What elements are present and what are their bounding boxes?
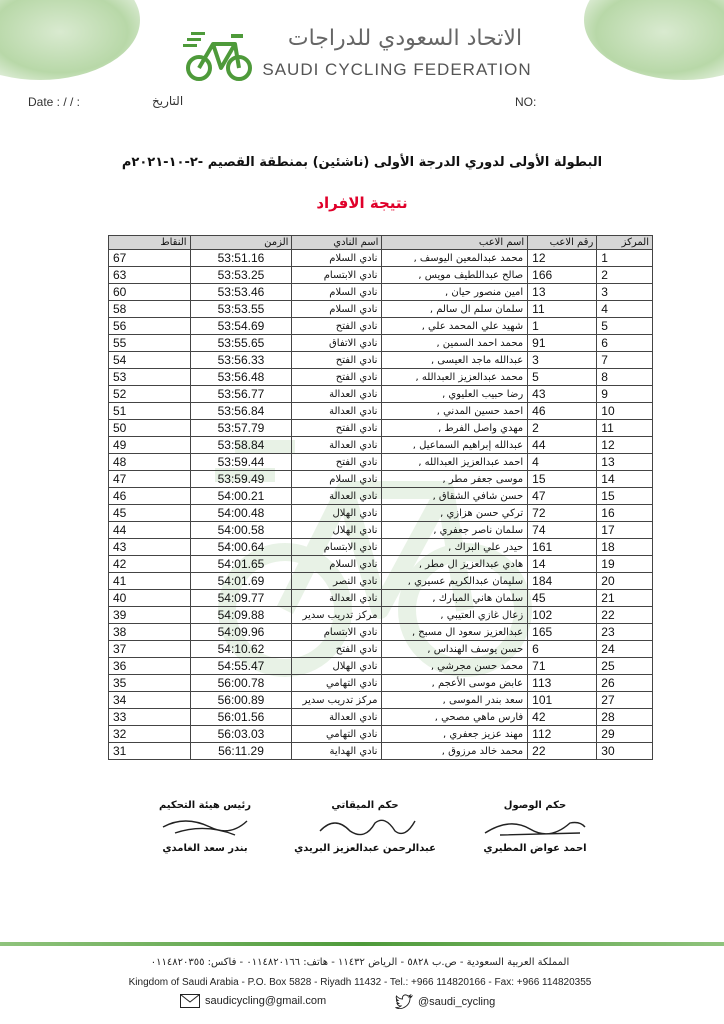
cell-name: شهيد علي المحمد علي ,	[382, 318, 528, 335]
email-text[interactable]: saudicycling@gmail.com	[205, 995, 327, 1007]
footer-address-english: Kingdom of Saudi Arabia - P.O. Box 5828 - Riyadh 11432 - Tel.: +966 114820166 - Fax: +966 114820355	[128, 977, 592, 988]
cell-points: 37	[109, 641, 191, 658]
cell-name: عبدالعزيز سعود ال مسبح ,	[382, 624, 528, 641]
cell-rank: 25	[597, 658, 653, 675]
cell-club: نادي الابتسام	[292, 624, 382, 641]
table-row	[109, 454, 653, 471]
cell-club: نادي التهامي	[292, 726, 382, 743]
cell-name: سليمان عبدالكريم عسيري ,	[382, 573, 528, 590]
cell-number: 47	[528, 488, 597, 505]
table-row	[109, 539, 653, 556]
cell-time: 56:00.89	[190, 692, 292, 709]
cell-name: مهدي واصل الفرط ,	[382, 420, 528, 437]
cell-name: حيدر علي البراك ,	[382, 539, 528, 556]
cell-rank: 7	[597, 352, 653, 369]
cell-name: محمد خالد مرزوق ,	[382, 743, 528, 760]
cell-name: عابض موسى الأعجم ,	[382, 675, 528, 692]
cell-club: نادي السلام	[292, 301, 382, 318]
cell-number: 184	[528, 573, 597, 590]
cell-time: 54:01.65	[190, 556, 292, 573]
cell-rank: 12	[597, 437, 653, 454]
cell-rank: 27	[597, 692, 653, 709]
table-row	[109, 284, 653, 301]
table-row	[109, 709, 653, 726]
cell-club: نادي العدالة	[292, 437, 382, 454]
cell-rank: 23	[597, 624, 653, 641]
cell-number: 1	[528, 318, 597, 335]
cell-rank: 11	[597, 420, 653, 437]
cell-name: فارس ماهي مصحي ,	[382, 709, 528, 726]
cell-time: 54:01.69	[190, 573, 292, 590]
cell-name: محمد احمد السمين ,	[382, 335, 528, 352]
cell-name: سلمان هاني المبارك ,	[382, 590, 528, 607]
cell-number: 11	[528, 301, 597, 318]
cell-rank: 4	[597, 301, 653, 318]
cell-time: 54:09.88	[190, 607, 292, 624]
table-row	[109, 369, 653, 386]
cell-rank: 3	[597, 284, 653, 301]
cell-time: 53:51.16	[190, 250, 292, 267]
cell-club: نادي العدالة	[292, 590, 382, 607]
cell-club: نادي الهلال	[292, 658, 382, 675]
cell-number: 15	[528, 471, 597, 488]
cell-points: 36	[109, 658, 191, 675]
cell-points: 53	[109, 369, 191, 386]
cell-rank: 28	[597, 709, 653, 726]
table-row	[109, 726, 653, 743]
twitter-bird-icon	[395, 994, 413, 1009]
handwritten-signature-icon	[480, 813, 590, 841]
signature-timing-judge	[285, 800, 445, 854]
cell-club: مركز تدريب سدير	[292, 692, 382, 709]
number-label: NO:	[515, 95, 537, 109]
cell-time: 54:09.77	[190, 590, 292, 607]
cell-club: نادي النصر	[292, 573, 382, 590]
date-label: Date : / / :	[28, 95, 81, 109]
cell-name: حسن شافي الشقاق ,	[382, 488, 528, 505]
cell-rank: 26	[597, 675, 653, 692]
cell-rank: 20	[597, 573, 653, 590]
cell-club: نادي التهامي	[292, 675, 382, 692]
signature-name: احمد عواض المطيري	[483, 843, 587, 854]
cell-name: امين منصور حيان ,	[382, 284, 528, 301]
letterhead	[0, 0, 724, 90]
cell-number: 4	[528, 454, 597, 471]
page-title: البطولة الأولى لدوري الدرجة الأولى (ناشئين) بمنطقة القصيم -٢-١٠-٢٠٢١م	[121, 155, 603, 170]
cell-rank: 22	[597, 607, 653, 624]
cell-points: 67	[109, 250, 191, 267]
table-row	[109, 335, 653, 352]
table-row	[109, 624, 653, 641]
table-row	[109, 658, 653, 675]
header-time: الزمن	[190, 236, 292, 250]
cell-points: 44	[109, 522, 191, 539]
footer-twitter[interactable]	[395, 994, 495, 1009]
cell-club: نادي الهلال	[292, 522, 382, 539]
header-club: اسم النادي	[292, 236, 382, 250]
cell-rank: 18	[597, 539, 653, 556]
cell-number: 5	[528, 369, 597, 386]
cell-time: 53:53.55	[190, 301, 292, 318]
cell-points: 52	[109, 386, 191, 403]
cell-points: 63	[109, 267, 191, 284]
handwritten-signature-icon	[155, 813, 255, 841]
signature-role: رئيس هيئة التحكيم	[158, 800, 252, 811]
table-row	[109, 488, 653, 505]
cell-club: نادي الابتسام	[292, 539, 382, 556]
decorative-swoosh-left	[0, 0, 140, 80]
cell-club: نادي العدالة	[292, 709, 382, 726]
cell-time: 53:56.84	[190, 403, 292, 420]
cell-number: 161	[528, 539, 597, 556]
cell-points: 33	[109, 709, 191, 726]
cell-time: 56:11.29	[190, 743, 292, 760]
cell-points: 55	[109, 335, 191, 352]
table-row	[109, 318, 653, 335]
cell-rank: 30	[597, 743, 653, 760]
table-row	[109, 675, 653, 692]
table-row	[109, 403, 653, 420]
table-row	[109, 743, 653, 760]
cell-rank: 29	[597, 726, 653, 743]
cell-time: 53:56.77	[190, 386, 292, 403]
table-row	[109, 607, 653, 624]
cell-name: سلمان سلم ال سالم ,	[382, 301, 528, 318]
cell-name: عبدالله ماجد العيسى ,	[382, 352, 528, 369]
cell-time: 56:03.03	[190, 726, 292, 743]
cell-rank: 19	[597, 556, 653, 573]
cell-name: مهند عزيز جعفري ,	[382, 726, 528, 743]
cell-club: نادي الابتسام	[292, 267, 382, 284]
cell-time: 54:10.62	[190, 641, 292, 658]
cell-rank: 6	[597, 335, 653, 352]
table-row	[109, 386, 653, 403]
cell-points: 41	[109, 573, 191, 590]
cell-time: 56:00.78	[190, 675, 292, 692]
cell-name: محمد عبدالعزيز العبدالله ,	[382, 369, 528, 386]
signature-name: عبدالرحمن عبدالعزيز البريدي	[294, 843, 436, 854]
cell-name: عبدالله إبراهيم السماعيل ,	[382, 437, 528, 454]
header-points: النقاط	[109, 236, 191, 250]
cell-number: 43	[528, 386, 597, 403]
cell-name: سلمان ناصر جعفري ,	[382, 522, 528, 539]
footer-address-arabic: المملكة العربية السعودية - ص.ب ٥٨٢٨ - الرياض ١١٤٣٢ - هاتف: ٠١١٤٨٢٠١٦٦ - فاكس: ٠١١٤٨٢٠٣٥٥	[150, 957, 570, 968]
cell-points: 51	[109, 403, 191, 420]
cell-time: 54:00.48	[190, 505, 292, 522]
cell-points: 56	[109, 318, 191, 335]
cell-club: نادي الفتح	[292, 352, 382, 369]
cell-rank: 17	[597, 522, 653, 539]
table-row	[109, 267, 653, 284]
cell-club: نادي الفتح	[292, 641, 382, 658]
cell-name: صالح عبداللطيف مويس ,	[382, 267, 528, 284]
cell-time: 53:53.25	[190, 267, 292, 284]
cell-number: 91	[528, 335, 597, 352]
cell-number: 12	[528, 250, 597, 267]
cell-club: نادي الفتح	[292, 318, 382, 335]
cell-name: احمد حسين المدني ,	[382, 403, 528, 420]
signature-finish-judge	[460, 800, 610, 854]
cell-time: 56:01.56	[190, 709, 292, 726]
cell-club: نادي العدالة	[292, 386, 382, 403]
table-row	[109, 522, 653, 539]
cell-time: 53:57.79	[190, 420, 292, 437]
cell-club: نادي العدالة	[292, 403, 382, 420]
table-row	[109, 556, 653, 573]
cell-rank: 15	[597, 488, 653, 505]
cell-number: 166	[528, 267, 597, 284]
cell-club: نادي العدالة	[292, 488, 382, 505]
cell-name: زعال غازي العتيبي ,	[382, 607, 528, 624]
cell-points: 38	[109, 624, 191, 641]
cell-number: 112	[528, 726, 597, 743]
table-row	[109, 352, 653, 369]
cell-number: 72	[528, 505, 597, 522]
cell-number: 6	[528, 641, 597, 658]
cell-points: 45	[109, 505, 191, 522]
table-row	[109, 471, 653, 488]
cell-points: 46	[109, 488, 191, 505]
results-table	[108, 235, 653, 760]
cell-name: سعد بندر الموسى ,	[382, 692, 528, 709]
cell-club: نادي الفتح	[292, 369, 382, 386]
cell-rank: 2	[597, 267, 653, 284]
cell-number: 74	[528, 522, 597, 539]
table-row	[109, 641, 653, 658]
cell-time: 54:55.47	[190, 658, 292, 675]
cell-club: نادي الهلال	[292, 505, 382, 522]
cell-points: 48	[109, 454, 191, 471]
cell-number: 14	[528, 556, 597, 573]
cell-rank: 13	[597, 454, 653, 471]
cell-name: محمد عبدالمعين اليوسف ,	[382, 250, 528, 267]
cell-number: 101	[528, 692, 597, 709]
cell-points: 32	[109, 726, 191, 743]
cell-number: 44	[528, 437, 597, 454]
cell-rank: 16	[597, 505, 653, 522]
date-label-arabic: التاريخ	[152, 94, 184, 108]
cell-rank: 24	[597, 641, 653, 658]
cell-number: 102	[528, 607, 597, 624]
cell-time: 54:00.64	[190, 539, 292, 556]
cell-points: 31	[109, 743, 191, 760]
cell-points: 34	[109, 692, 191, 709]
signature-role: حكم الوصول	[503, 800, 567, 811]
cell-number: 71	[528, 658, 597, 675]
cell-name: هادي عبدالعزيز ال مطر ,	[382, 556, 528, 573]
cell-club: نادي الهداية	[292, 743, 382, 760]
cell-time: 53:55.65	[190, 335, 292, 352]
cell-points: 40	[109, 590, 191, 607]
cell-rank: 21	[597, 590, 653, 607]
cell-time: 54:09.96	[190, 624, 292, 641]
table-row	[109, 573, 653, 590]
cell-number: 42	[528, 709, 597, 726]
table-row	[109, 301, 653, 318]
envelope-icon	[180, 994, 200, 1008]
results-body	[109, 250, 653, 760]
cell-name: محمد حسن مجرشي ,	[382, 658, 528, 675]
cell-name: حسن يوسف الهنداس ,	[382, 641, 528, 658]
cell-points: 43	[109, 539, 191, 556]
table-row	[109, 420, 653, 437]
cell-club: نادي الاتفاق	[292, 335, 382, 352]
cell-rank: 1	[597, 250, 653, 267]
cell-club: نادي الفتح	[292, 420, 382, 437]
cell-points: 42	[109, 556, 191, 573]
header-rank: المركز	[597, 236, 653, 250]
cell-club: نادي الفتح	[292, 454, 382, 471]
table-row	[109, 590, 653, 607]
cell-number: 13	[528, 284, 597, 301]
cell-club: نادي السلام	[292, 250, 382, 267]
table-row	[109, 437, 653, 454]
cell-time: 54:00.21	[190, 488, 292, 505]
cell-club: نادي السلام	[292, 556, 382, 573]
cell-time: 53:58.84	[190, 437, 292, 454]
signature-name: بندر سعد الغامدي	[162, 843, 248, 854]
cell-rank: 8	[597, 369, 653, 386]
decorative-swoosh-right	[584, 0, 724, 80]
cell-name: رضا حبيب العليوي ,	[382, 386, 528, 403]
cell-number: 3	[528, 352, 597, 369]
cell-name: تركي حسن هزازي ,	[382, 505, 528, 522]
cell-number: 2	[528, 420, 597, 437]
cell-points: 47	[109, 471, 191, 488]
org-name-arabic: الاتحاد السعودي للدراجات	[287, 26, 523, 51]
page-subtitle: نتيجة الافراد	[316, 194, 408, 212]
cell-points: 50	[109, 420, 191, 437]
cell-rank: 5	[597, 318, 653, 335]
cell-rank: 14	[597, 471, 653, 488]
table-header-row	[109, 236, 653, 250]
cell-number: 165	[528, 624, 597, 641]
cell-points: 39	[109, 607, 191, 624]
cell-rank: 9	[597, 386, 653, 403]
cell-time: 53:59.49	[190, 471, 292, 488]
cell-time: 53:54.69	[190, 318, 292, 335]
header-name: اسم الاعب	[382, 236, 528, 250]
handwritten-signature-icon	[310, 813, 420, 841]
bicycle-logo-icon	[183, 30, 255, 82]
cell-points: 60	[109, 284, 191, 301]
cell-number: 45	[528, 590, 597, 607]
cell-time: 54:00.58	[190, 522, 292, 539]
cell-club: نادي السلام	[292, 284, 382, 301]
cell-time: 53:59.44	[190, 454, 292, 471]
cell-name: موسى جعفر مطر ,	[382, 471, 528, 488]
cell-time: 53:56.33	[190, 352, 292, 369]
cell-points: 35	[109, 675, 191, 692]
cell-number: 113	[528, 675, 597, 692]
cell-club: نادي السلام	[292, 471, 382, 488]
table-row	[109, 505, 653, 522]
org-name-english: SAUDI CYCLING FEDERATION	[262, 60, 532, 79]
cell-name: احمد عبدالعزيز العبدالله ,	[382, 454, 528, 471]
cell-time: 53:53.46	[190, 284, 292, 301]
table-row	[109, 250, 653, 267]
footer-email[interactable]	[180, 994, 326, 1008]
header-number: رقم الاعب	[528, 236, 597, 250]
footer-divider	[0, 942, 724, 946]
cell-points: 49	[109, 437, 191, 454]
cell-rank: 10	[597, 403, 653, 420]
table-row	[109, 692, 653, 709]
cell-number: 22	[528, 743, 597, 760]
cell-points: 54	[109, 352, 191, 369]
signature-jury-president	[140, 800, 270, 854]
cell-club: مركز تدريب سدير	[292, 607, 382, 624]
cell-number: 46	[528, 403, 597, 420]
twitter-handle-text[interactable]: @saudi_cycling	[418, 995, 496, 1008]
cell-points: 58	[109, 301, 191, 318]
cell-time: 53:56.48	[190, 369, 292, 386]
signature-role: حكم الميقاتي	[331, 800, 399, 811]
